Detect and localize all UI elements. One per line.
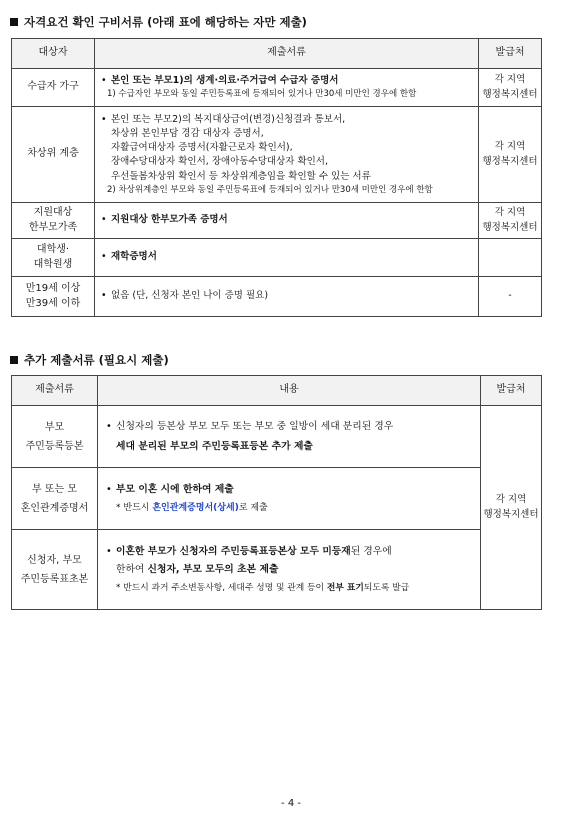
content-line: 세대 분리된 부모의 주민등록표등본 추가 제출 <box>116 440 313 452</box>
section1-heading <box>10 14 307 30</box>
content-note: * 반드시 과거 주소변동사항, 세대주 성명 및 관계 등이 전부 표기되도록 발급 <box>116 582 410 593</box>
table-row <box>12 69 542 107</box>
header-issuer: 발급처 <box>479 39 542 69</box>
section2-heading <box>10 352 169 368</box>
table-header-row <box>12 376 542 406</box>
header-issuer: 발급처 <box>481 376 542 406</box>
row-documents <box>95 203 479 239</box>
content-line: 이혼한 부모가 신청자의 주민등록표등본상 모두 미등재된 경우에 <box>116 545 392 557</box>
content-line: 한하여 신청자, 부모 모두의 초본 제출 <box>116 564 279 576</box>
header-target: 대상자 <box>12 39 95 69</box>
table-row <box>12 107 542 203</box>
content-note: * 반드시 혼인관계증명서(상세)로 제출 <box>116 503 268 514</box>
document-item: 없음 (단, 신청자 본인 나이 증명 필요) <box>111 290 269 302</box>
document-item: 본인 또는 부모2)의 복지대상급여(변경)신청결과 통보서, <box>111 113 346 125</box>
page-number: - 4 - <box>281 798 301 809</box>
row-documents: • 본인 또는 부모2)의 복지대상급여(변경)신청결과 통보서, 차상위 본인부담 경감 대상자 증명서, 자활급여대상자 증명서(자활근로자 확인서), 장애수당대상자 확인서, 장애아동수당대상자 확인서, 우선돌봄차상위 확인서 등 차상위계층임을 확인할 수 있는 서류 2) 차상위계층인 부모와 동일 주민등록표에 등재되어 있거나 만30세 미만인 경우에 한함 <box>95 107 479 203</box>
bullet-icon: • <box>101 290 107 302</box>
row-issuer <box>479 239 542 277</box>
row-documents <box>95 277 479 317</box>
table-row <box>12 203 542 239</box>
table-row <box>12 468 542 530</box>
row-issuer: - <box>479 277 542 317</box>
footnote: 2) 차상위계층인 부모와 동일 주민등록표에 등재되어 있거나 만30세 미만인 경우에 한함 <box>107 184 433 195</box>
eligibility-documents-table <box>11 38 542 317</box>
document-item: 본인 또는 부모1)의 생계·의료·주거급여 수급자 증명서 <box>111 75 339 86</box>
square-bullet-icon <box>10 18 18 26</box>
header-documents: 제출서류 <box>95 39 479 69</box>
row-content <box>98 468 481 530</box>
row-label: 수급자 가구 <box>12 69 95 107</box>
row-content <box>98 530 481 610</box>
header-content: 내용 <box>98 376 481 406</box>
row-content <box>98 406 481 468</box>
row-documents <box>95 239 479 277</box>
table-row <box>12 406 542 468</box>
table-row <box>12 239 542 277</box>
row-label: 신청자, 부모 주민등록표초본 <box>12 530 98 610</box>
bullet-icon: • <box>106 420 112 432</box>
row-issuer: 각 지역 행정복지센터 <box>481 406 542 610</box>
row-label: 차상위 계층 <box>12 107 95 203</box>
document-item: 지원대상 한부모가족 증명서 <box>111 214 228 226</box>
square-bullet-icon <box>10 356 18 364</box>
footnote: 1) 수급자인 부모와 동일 주민등록표에 등재되어 있거나 만30세 미만인 경우에 한함 <box>107 89 417 100</box>
content-line: 신청자의 등본상 부모 모두 또는 부모 중 일방이 세대 분리된 경우 <box>116 420 394 432</box>
row-label: 만19세 이상 만39세 이하 <box>12 277 95 317</box>
section2-title: 추가 제출서류 (필요시 제출) <box>24 353 169 367</box>
document-item: 재학증명서 <box>111 251 157 263</box>
asterisk-icon: * <box>116 582 121 593</box>
row-issuer: 각 지역 행정복지센터 <box>479 69 542 107</box>
section1-title: 자격요건 확인 구비서류 (아래 표에 해당하는 자만 제출) <box>24 15 307 29</box>
asterisk-icon: * <box>116 503 121 514</box>
row-label: 부 또는 모 혼인관계증명서 <box>12 468 98 530</box>
row-label: 지원대상 한부모가족 <box>12 203 95 239</box>
row-issuer: 각 지역 행정복지센터 <box>479 203 542 239</box>
bullet-icon: • <box>101 214 107 226</box>
row-label: 대학생· 대학원생 <box>12 239 95 277</box>
table-row <box>12 530 542 610</box>
bullet-icon: • <box>101 251 107 263</box>
header-document: 제출서류 <box>12 376 98 406</box>
row-issuer: 각 지역 행정복지센터 <box>479 107 542 203</box>
bullet-icon: • <box>101 75 107 86</box>
highlight-text: 혼인관계증명서(상세) <box>152 503 239 514</box>
content-line: 부모 이혼 시에 한하여 제출 <box>116 483 234 495</box>
bullet-icon: • <box>106 545 112 557</box>
row-label: 부모 주민등록등본 <box>12 406 98 468</box>
additional-documents-table <box>11 375 542 610</box>
row-documents <box>95 69 479 107</box>
table-header-row <box>12 39 542 69</box>
bullet-icon: • <box>101 113 107 125</box>
table-row <box>12 277 542 317</box>
bullet-icon: • <box>106 483 112 495</box>
